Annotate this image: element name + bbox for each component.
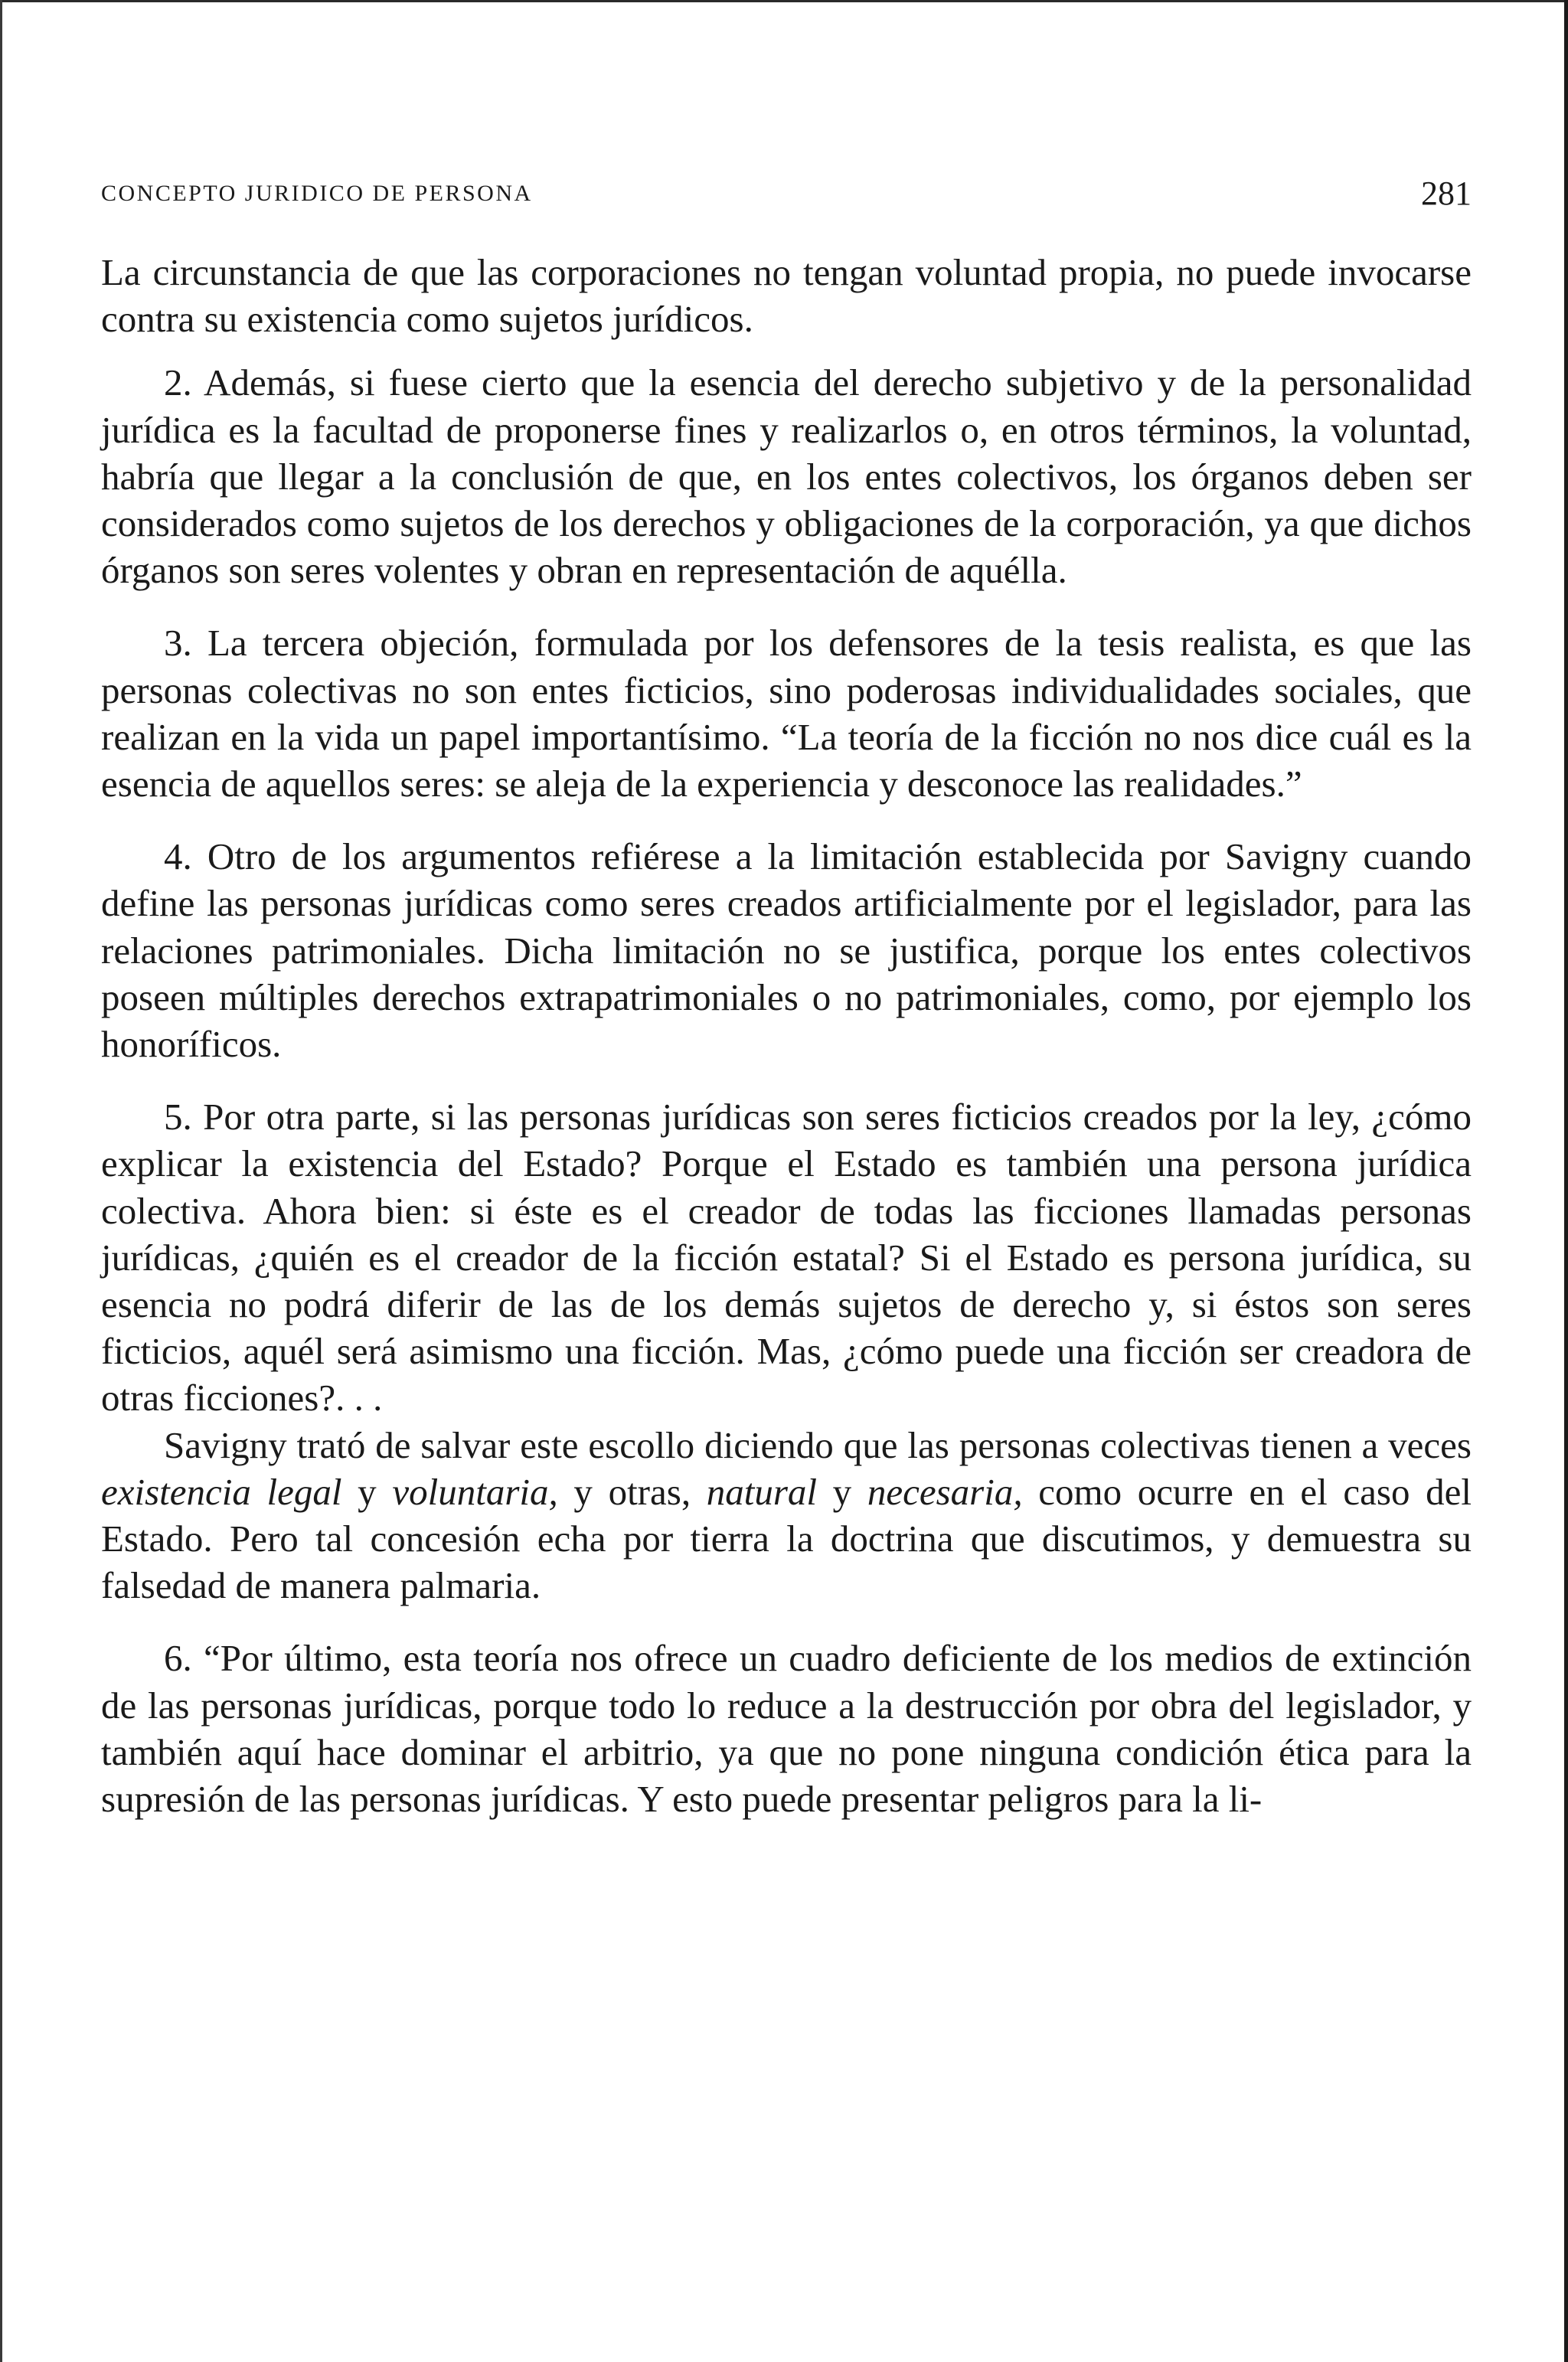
- paragraph-text: Savigny trató de salvar este escollo diciendo que las personas colectivas tienen a veces: [164, 1423, 1472, 1466]
- running-header: [101, 175, 1472, 213]
- italic-term: necesaria,: [867, 1470, 1023, 1513]
- paragraph-4: 4. Otro de los argumentos refiérese a la limitación establecida por Savigny cuando define las personas jurídicas como seres creados artificialmente por el legislador, para las relaciones patrimoniales. Dicha limitación no se justifica, porque los entes colectivos poseen múltiples derechos extrapatrimoniales o no patrimoniales, como, por ejemplo los honoríficos.: [101, 835, 1472, 1066]
- paragraph-text: y otras,: [557, 1470, 707, 1513]
- italic-term: natural: [706, 1470, 818, 1513]
- italic-term: voluntaria,: [392, 1470, 558, 1513]
- page-top-edge: [0, 0, 1568, 2]
- paragraph-2: 2. Además, si fuese cierto que la esencia del derecho subjetivo y de la personalidad jurídica es la facultad de proponerse fines y realizarlos o, en otros términos, la voluntad, habría que llegar a la conclusión de que, en los entes colectivos, los órganos deben ser considerados como sujetos de los derechos y obligaciones de la corporación, ya que dichos órganos son seres volentes y obran en representación de aquélla.: [101, 361, 1472, 592]
- paragraph-text: como ocurre en el caso del Estado. Pero tal concesión echa por tierra la doctrina que discutimos, y demuestra su falsedad de manera palmaria.: [101, 1470, 1472, 1607]
- paragraph-5: 5. Por otra parte, si las personas jurídicas son seres ficticios creados por la ley, ¿cómo explicar la existencia del Estado? Porque el Estado es también una persona jurídica colectiva. Ahora bien: si éste es el creador de todas las ficciones llamadas personas jurídicas, ¿quién es el creador de la ficción estatal? Si el Estado es persona jurídica, su esencia no podrá diferir de las de los demás sujetos de derecho y, si éstos son seres ficticios, aquél será asimismo una ficción. Mas, ¿cómo puede una ficción ser creadora de otras ficciones?. . .: [101, 1096, 1472, 1419]
- page-right-edge: [1564, 0, 1568, 2362]
- running-title: CONCEPTO JURIDICO DE PERSONA: [101, 181, 533, 206]
- paragraph-text: y: [817, 1470, 867, 1513]
- paragraph-text: y: [341, 1470, 393, 1513]
- page-number: 281: [1421, 175, 1472, 212]
- page-left-edge: [0, 0, 2, 2362]
- body-text: [101, 249, 1472, 1822]
- paragraph-continuation: La circunstancia de que las corporaciones no tengan voluntad propia, no puede invocarse contra su existencia como sujetos jurídicos.: [101, 251, 1472, 341]
- paragraph-3: 3. La tercera objeción, formulada por los defensores de la tesis realista, es que las personas colectivas no son entes ficticios, sino poderosas individualidades sociales, que realizan en la vida un papel importantísimo. “La teoría de la ficción no nos dice cuál es la esencia de aquellos seres: se aleja de la experiencia y desconoce las realidades.”: [101, 622, 1472, 805]
- paragraph-savigny: [101, 1422, 1472, 1609]
- italic-term: existencia legal: [101, 1470, 342, 1513]
- paragraph-6: 6. “Por último, esta teoría nos ofrece un cuadro deficiente de los medios de extinción de las personas jurídicas, porque todo lo reduce a la destrucción por obra del legislador, y también aquí hace dominar el arbitrio, ya que no pone ninguna condición ética para la supresión de las personas jurídicas. Y esto puede presentar peligros para la li-: [101, 1637, 1472, 1821]
